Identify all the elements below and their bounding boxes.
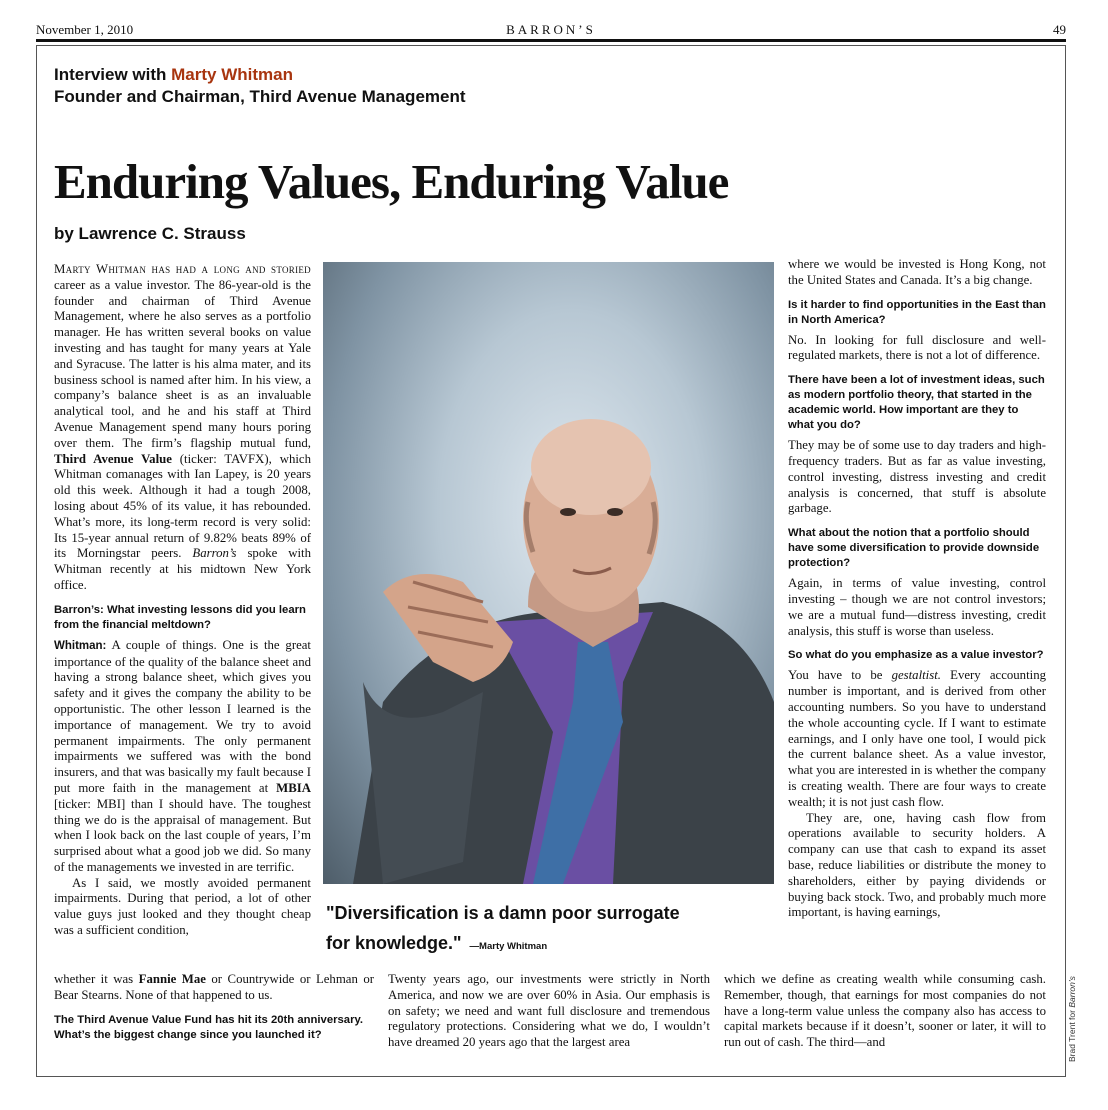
question-1: Barron’s: What investing lessons did you learn from the financial meltdown? [54, 603, 306, 631]
byline: by Lawrence C. Strauss [54, 224, 246, 243]
p2-text: whether it was [54, 972, 139, 986]
lead-in: Marty Whitman has had a long and storied [54, 262, 311, 276]
issue-date: November 1, 2010 [36, 22, 134, 37]
masthead-rule [36, 39, 1066, 42]
lead-text: career as a value investor. The 86-year-old is the founder and chairman of Third Avenue Management, where he also serves as a portfolio manager. He has written several books on value investing and has taught for many years at Yale and Syracuse. The latter is his alma mater, and its business school is named after him. In his view, a company’s balance sheet is as an invaluable analytical tool, and he and his staff at Third Avenue Management spend many hours poring over them. The firm’s flagship mutual fund, [54, 277, 311, 450]
answer-6-text-2: Every accounting number is important, and is derived from other accounting numbers. So you have to understand the whole accounting cycle. If I want to estimate earnings, and I only have one tool, I would pick the current balance sheet. As a value investor, what you are interested in is whether the company is creating wealth. There are four ways to create wealth; it is not just cash flow. [788, 668, 1046, 809]
gestaltist-italic: gestaltist. [891, 668, 941, 683]
pull-quote-line-1: "Diversification is a damn poor surrogate [326, 903, 680, 923]
answer-3: No. In looking for full disclosure and well-regulated markets, there is not a lot of difference. [788, 332, 1046, 363]
col3-continuation: where we would be invested is Hong Kong, not the United States and Canada. It’s a big change. [788, 257, 1046, 287]
answer-6-text: You have to be [788, 668, 892, 683]
fannie-bold: Fannie Mae [138, 972, 206, 986]
column-1 [54, 262, 311, 939]
column-1-bottom [54, 972, 374, 1048]
barrons-italic: Barron’s [192, 546, 237, 561]
column-3 [788, 257, 1046, 921]
lead-text-2: (ticker: TAVFX), which Whitman comanages with Ian Lapey, is 20 years old this week. Although it had a tough 2008, losing about 45% of its value, it has rebounded. What’s more, its long-term record is very solid: Its 15-year annual return of 9.82% beats 89% of its Morningstar peers. [54, 451, 311, 561]
question-6: So what do you emphasize as a value investor? [788, 649, 1044, 662]
question-4: There have been a lot of investment ideas, such as modern portfolio theory, that started in the academic world. How important are they to what you do? [788, 374, 1045, 432]
mbia-bold: MBIA [276, 780, 311, 795]
pull-quote-line-2: for knowledge." [326, 933, 462, 953]
headline: Enduring Values, Enduring Value [54, 154, 729, 209]
paragraph-2-cont [54, 972, 374, 1004]
column-2-bottom [388, 972, 710, 1051]
paragraph-2: As I said, we mostly avoided permanent impairments. During that period, a lot of other value guys just looked and they thought cheap was a sufficient condition, [54, 875, 311, 938]
column-3-bottom [724, 972, 1046, 1051]
masthead [36, 20, 1066, 40]
question-2: The Third Avenue Value Fund has hit its 20th anniversary. What’s the biggest change since you launched it? [54, 1013, 364, 1041]
p2-text-2: or Countrywide or Lehman or Bear Stearns. None of that happened to us. [54, 972, 374, 1002]
paragraph-7: They are, one, having cash flow from operations available to security holders. A company can use that cash to expand its asset base, reduce liabilities or distribute the money to shareholders, either by paying dividends or buying back stock. Two, and probably much more important, is having earnings, [788, 810, 1046, 920]
fund-name: Third Avenue Value [54, 451, 172, 466]
paragraph-7-cont: which we define as creating wealth while consuming cash. Remember, though, that earnings for most companies do not have a long-term value unless the company also has access to capital markets because if it doesn’t, sooner or later, it will to run out of cash. The third—and [724, 972, 1046, 1050]
speaker-label: Whitman: [54, 639, 107, 652]
answer-6 [788, 668, 1046, 810]
pull-quote-attribution: —Marty Whitman [469, 941, 548, 952]
answer-2: Twenty years ago, our investments were strictly in North America, and now we are over 60% in Asia. Our emphasis is on safety; we need and want full disclosure and tremendous regulatory protections. Considering what we do, I wouldn’t have dreamed 20 years ago that the largest area [388, 972, 710, 1050]
answer-4: They may be of some use to day traders and high-frequency traders. But as far as value investing, control investing, distress investing and credit analysis is concerned, that stuff is absolute garbage. [788, 438, 1046, 516]
kicker-prefix: Interview with [54, 65, 172, 84]
photo-credit-text: Brad Trent for [1067, 1007, 1077, 1062]
kicker-subtitle: Founder and Chairman, Third Avenue Management [54, 87, 466, 106]
kicker [54, 64, 466, 108]
photo-credit-italic: Barron’s [1067, 976, 1077, 1008]
portrait-photo [323, 262, 774, 884]
photo-credit [1067, 976, 1077, 1062]
answer-1-text: A couple of things. One is the great importance of the quality of the balance sheet and having a strong balance sheet, which gives you safety and it gives the company the ability to be opportunistic. The other lesson I learned is the importance of management. We try to avoid permanent impairments. The only permanent impairments we suffered was with the bond insurers, and that was basically my fault because I put more faith in the management at [54, 637, 311, 795]
pull-quote [326, 898, 746, 962]
page-number: 49 [1053, 22, 1066, 37]
kicker-name: Marty Whitman [171, 65, 293, 84]
portrait-illustration [323, 262, 774, 884]
answer-1 [54, 638, 311, 876]
publication-name: BARRON’S [506, 22, 596, 37]
question-5: What about the notion that a portfolio should have some diversification to provide downside protection? [788, 527, 1040, 570]
lead-text-3: spoke with Whitman recently at his midtown New York office. [54, 546, 311, 592]
answer-5: Again, in terms of value investing, control investing – though we are not control investors; we are a mutual fund—distress investing, credit analysis, this stuff is worse than useless. [788, 576, 1046, 638]
question-3: Is it harder to find opportunities in the East than in North America? [788, 298, 1046, 326]
lead-paragraph [54, 262, 311, 594]
answer-1-text-2: [ticker: MBI] than I should have. The toughest thing we do is the appraisal of management. But when I look back on the last couple of years, I’m surprised about what a good job we did. So many of the managements we invested in are terrific. [54, 796, 311, 874]
